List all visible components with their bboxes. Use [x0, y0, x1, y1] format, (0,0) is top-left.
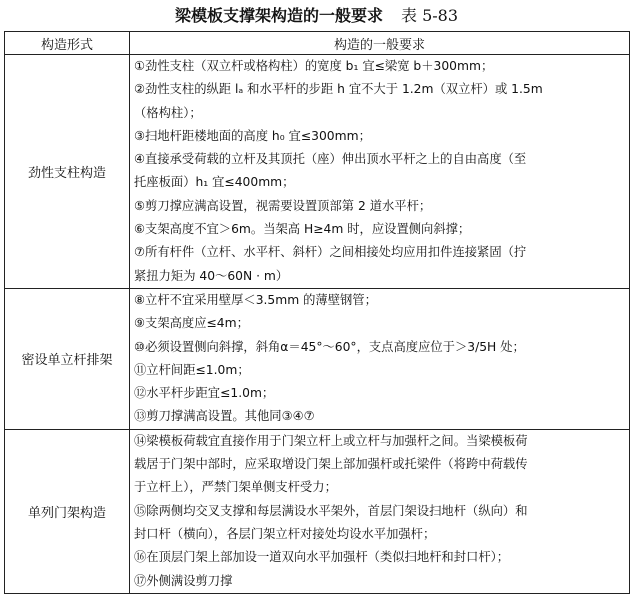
requirement-line: ④直接承受荷载的立杆及其顶托（座）伸出顶水平杆之上的自由高度（至: [134, 152, 527, 167]
requirement-line: ⑰外侧满设剪刀撑: [134, 573, 233, 588]
requirement-line: 紧扭力矩为 40～60N · m）: [134, 268, 289, 283]
requirement-line: ⑩必须设置侧向斜撑，斜角α＝45°～60°，支点高度应位于＞3/5H 处；: [134, 339, 525, 354]
header-row: [5, 32, 630, 55]
table-row: [5, 288, 630, 429]
requirements-cell: [130, 288, 630, 429]
header-requirements: 构造的一般要求: [130, 32, 630, 55]
requirement-line: ⑪立杆间距≤1.0m；: [134, 362, 250, 377]
title-text: 梁模板支撑架构造的一般要求: [174, 6, 383, 25]
requirement-line: ⑧立杆不宜采用壁厚＜3.5mm 的薄壁钢管；: [134, 292, 377, 307]
requirement-line: （格构柱）；: [134, 105, 202, 120]
requirement-line: 载居于门架中部时，应采取增设门架上部加强杆或托梁件（将跨中荷载传: [134, 457, 528, 472]
requirements-table: [4, 31, 630, 594]
table-row: [5, 55, 630, 289]
header-form: 构造形式: [5, 32, 130, 55]
requirement-line: ⑫水平杆步距宜≤1.0m；: [134, 386, 275, 401]
requirement-line: ⑮除两侧均交叉支撑和每层满设水平架外，首层门架设扫地杆（纵向）和: [134, 503, 528, 518]
table-row: [5, 429, 630, 593]
category-cell: 劲性支柱构造: [5, 55, 130, 289]
category-cell: 单列门架构造: [5, 429, 130, 593]
requirement-line: ⑥支架高度不宜＞6m。当架高 H≥4m 时，应设置侧向斜撑；: [134, 222, 471, 237]
requirement-line: ①劲性支柱（双立杆或格构柱）的宽度 b₁ 宜≤梁宽 b＋300mm；: [134, 59, 494, 73]
requirement-line: ⑦所有杆件（立杆、水平杆、斜杆）之间相接处均应用扣件连接紧固（拧: [134, 245, 527, 260]
requirement-line: 封口杆（横向），各层门架立杆对接处均设水平加强杆；: [134, 526, 436, 541]
requirements-cell: [130, 429, 630, 593]
requirement-line: ⑤剪刀撑应满高设置，视需要设置顶部第 2 道水平杆；: [134, 198, 432, 213]
requirement-line: 于立杆上），严禁门架单侧支杆受力；: [134, 480, 337, 495]
category-cell: 密设单立杆排架: [5, 288, 130, 429]
requirement-line: ⑬剪刀撑满高设置。其他同③④⑦: [134, 409, 315, 424]
requirement-line: ⑭梁模板荷载宜直接作用于门架立杆上或立杆与加强杆之间。当梁模板荷: [134, 433, 528, 448]
requirement-line: ⑨支架高度应≤4m；: [134, 316, 249, 331]
requirements-cell: [130, 55, 630, 289]
requirement-line: ⑯在顶层门架上部加设一道双向水平加强杆（类似扫地杆和封口杆）；: [134, 550, 510, 565]
requirement-line: ②劲性支柱的纵距 lₐ 和水平杆的步距 h 宜不大于 1.2m（双立杆）或 1.5m: [134, 82, 543, 97]
requirement-line: 托座板面）h₁ 宜≤400mm；: [134, 175, 295, 190]
requirement-line: ③扫地杆距楼地面的高度 h₀ 宜≤300mm；: [134, 128, 371, 143]
table-title: [0, 2, 633, 30]
table-number: 表 5-83: [400, 6, 459, 25]
